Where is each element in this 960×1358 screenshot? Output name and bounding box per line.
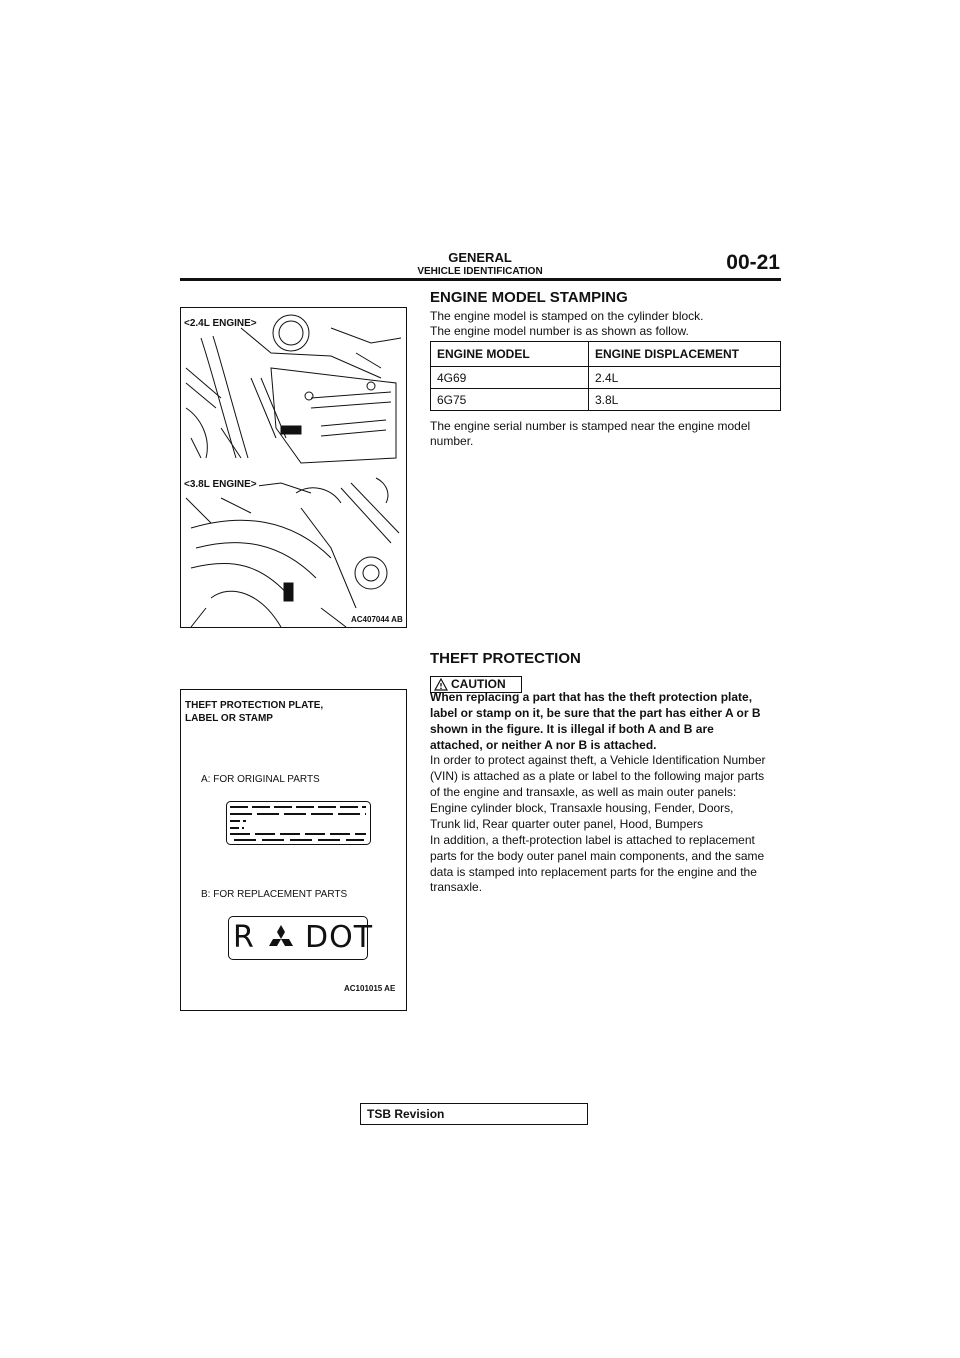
footer-tsb-label: TSB Revision xyxy=(367,1107,445,1121)
caution-line: label or stamp on it, be sure that the part has either A or B xyxy=(430,706,761,720)
section-title-engine-stamping: ENGINE MODEL STAMPING xyxy=(430,289,628,306)
label-replacement-parts: B: FOR REPLACEMENT PARTS xyxy=(201,889,348,900)
theft-body-line: parts for the body outer panel main components, and the same xyxy=(430,849,765,863)
figure-label-3-8l: <3.8L ENGINE> xyxy=(184,479,257,490)
engine-model-table xyxy=(430,341,781,411)
table-cell: 3.8L xyxy=(589,389,781,411)
page-number: 00-21 xyxy=(726,251,780,274)
theft-plate-figure xyxy=(180,689,407,1011)
engine-intro-line-1: The engine model is stamped on the cylinder block. xyxy=(430,309,704,323)
engine-intro-line-2: The engine model number is as shown as follow. xyxy=(430,324,689,338)
table-cell: 4G69 xyxy=(431,367,589,389)
table-row xyxy=(431,367,781,389)
caution-line: When replacing a part that has the theft protection plate, xyxy=(430,690,753,704)
theft-body-line: (VIN) is attached as a plate or label to the following major parts xyxy=(430,769,765,783)
theft-body-line: Trunk lid, Rear quarter outer panel, Hood, Bumpers xyxy=(430,817,704,831)
table-cell: 6G75 xyxy=(431,389,589,411)
engine-line-drawing xyxy=(181,308,406,627)
table-header-row xyxy=(431,342,781,367)
header-rule xyxy=(180,278,781,281)
theft-body-line: transaxle. xyxy=(430,880,483,894)
serial-line-1: The engine serial number is stamped near the engine model xyxy=(430,419,751,433)
theft-body-line: of the engine and transaxle, as well as main outer panels: xyxy=(430,785,737,799)
header-section-title: GENERAL xyxy=(448,250,512,265)
theft-body-line: In addition, a theft-protection label is attached to replacement xyxy=(430,833,755,847)
original-parts-label-pattern xyxy=(226,801,371,845)
table-header-cell: ENGINE MODEL xyxy=(431,342,589,367)
caution-line: shown in the figure. It is illegal if both A and B are xyxy=(430,722,714,736)
table-row xyxy=(431,389,781,411)
table-header-cell: ENGINE DISPLACEMENT xyxy=(589,342,781,367)
footer-tsb-box xyxy=(360,1103,588,1125)
label-original-parts: A: FOR ORIGINAL PARTS xyxy=(201,774,320,785)
theft-body-line: Engine cylinder block, Transaxle housing, Fender, Doors, xyxy=(430,801,734,815)
figure-label-2-4l: <2.4L ENGINE> xyxy=(184,318,257,329)
section-title-theft: THEFT PROTECTION xyxy=(430,650,581,667)
serial-line-2: number. xyxy=(430,434,474,448)
stamp-right-text: DOT xyxy=(305,920,374,955)
stamp-left-text: R xyxy=(233,920,254,955)
theft-body-line: data is stamped into replacement parts for the engine and the xyxy=(430,865,757,879)
three-diamond-logo-icon xyxy=(265,924,297,954)
engine-stamp-figure xyxy=(180,307,407,628)
caution-line: attached, or neither A nor B is attached. xyxy=(430,738,657,752)
figure-code: AC407044 AB xyxy=(351,615,403,624)
plate-figure-code: AC101015 AE xyxy=(344,984,396,993)
header-subsection-title: VEHICLE IDENTIFICATION xyxy=(417,266,543,277)
theft-body-line: In order to protect against theft, a Vehicle Identification Number xyxy=(430,753,766,767)
caution-label: CAUTION xyxy=(451,677,506,691)
plate-figure-title-1: THEFT PROTECTION PLATE, xyxy=(185,700,324,711)
replacement-stamp xyxy=(228,916,374,960)
table-cell: 2.4L xyxy=(589,367,781,389)
plate-figure-title-2: LABEL OR STAMP xyxy=(185,713,273,724)
